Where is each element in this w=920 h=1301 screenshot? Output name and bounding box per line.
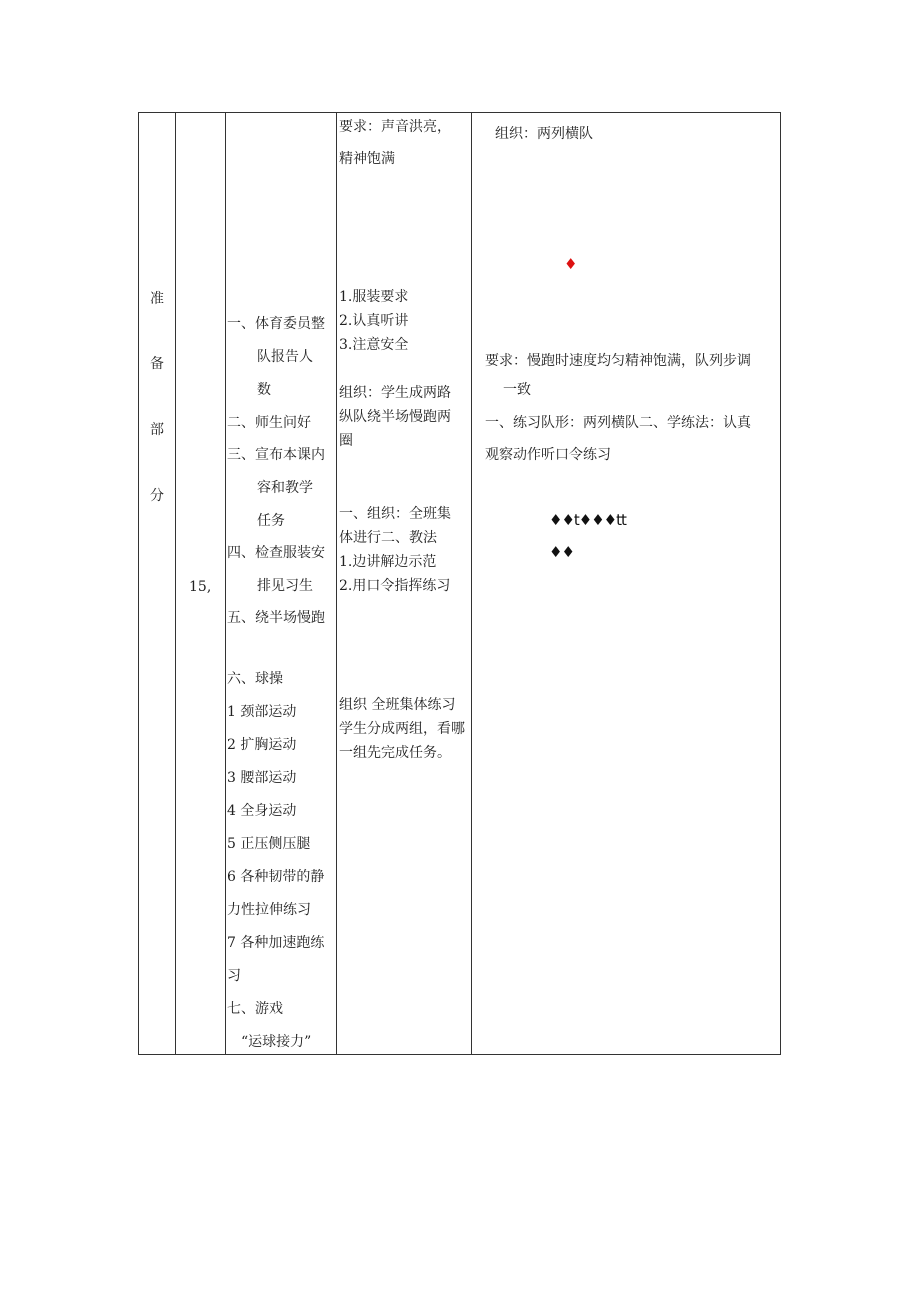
content-item: “运球接力” — [241, 1034, 312, 1050]
content-item: 6 各种韧带的静 — [227, 869, 325, 885]
section-char: 分 — [150, 488, 164, 504]
method-line: 体进行二、教法 — [339, 530, 437, 546]
method-line: 要求：声音洪亮， — [339, 119, 451, 135]
content-item: 3 腰部运动 — [227, 770, 297, 786]
method-line: 组织：学生成两路 — [339, 385, 451, 401]
method-line: 一、组织：全班集 — [339, 506, 451, 522]
content-item: 三、宣布本课内 — [227, 447, 325, 463]
content-item: 1 颈部运动 — [227, 704, 297, 720]
org-title: 组织：两列横队 — [495, 126, 593, 142]
content-item: 2 扩胸运动 — [227, 737, 297, 753]
section-char: 备 — [150, 356, 164, 372]
content-item: 排见习生 — [257, 578, 313, 594]
method-line: 圈 — [339, 433, 353, 449]
method-line: 组织 全班集体练习 — [339, 697, 456, 713]
method-line: 精神饱满 — [339, 151, 395, 167]
content-item: 5 正压侧压腿 — [227, 836, 311, 852]
method-line: 2.认真听讲 — [339, 313, 409, 329]
content-item: 7 各种加速跑练 — [227, 935, 325, 951]
content-item: 力性拉伸练习 — [227, 902, 311, 918]
method-line: 纵队绕半场慢跑两 — [339, 409, 451, 425]
time-value: 15, — [189, 579, 212, 595]
content-item: 一、体育委员整 — [227, 316, 325, 332]
teacher-marker-icon: ♦ — [564, 255, 578, 273]
content-item: 容和教学 — [257, 480, 313, 496]
content-item: 数 — [257, 382, 271, 398]
column-divider — [175, 113, 176, 1054]
content-item: 七、游戏 — [227, 1001, 283, 1017]
content-item: 六、球操 — [227, 671, 283, 687]
org-practice: 观察动作听口令练习 — [485, 447, 611, 463]
section-char: 部 — [150, 422, 164, 438]
formation-row: ♦♦t♦♦♦tt — [549, 511, 626, 529]
method-line: 一组先完成任务。 — [339, 745, 451, 761]
content-item: 队报告人 — [257, 349, 313, 365]
method-line: 1.边讲解边示范 — [339, 554, 437, 570]
method-line: 学生分成两组，看哪 — [339, 721, 465, 737]
method-line: 1.服装要求 — [339, 289, 409, 305]
org-practice: 一、练习队形：两列横队二、学练法：认真 — [485, 415, 751, 431]
column-divider — [336, 113, 337, 1054]
org-requirement: 要求：慢跑时速度均匀精神饱满，队列步调 — [485, 353, 751, 369]
content-item: 任务 — [257, 513, 285, 529]
lesson-plan-table — [138, 112, 781, 1055]
content-item: 五、绕半场慢跑 — [227, 610, 325, 626]
column-divider — [471, 113, 472, 1054]
section-char: 准 — [150, 291, 164, 307]
content-item: 二、师生问好 — [227, 415, 311, 431]
method-line: 3.注意安全 — [339, 337, 409, 353]
content-item: 习 — [227, 968, 241, 984]
content-item: 四、检查服装安 — [227, 545, 325, 561]
method-line: 2.用口令指挥练习 — [339, 578, 451, 594]
column-divider — [225, 113, 226, 1054]
org-requirement: 一致 — [503, 382, 531, 398]
content-item: 4 全身运动 — [227, 803, 297, 819]
formation-row: ♦♦ — [549, 543, 574, 561]
